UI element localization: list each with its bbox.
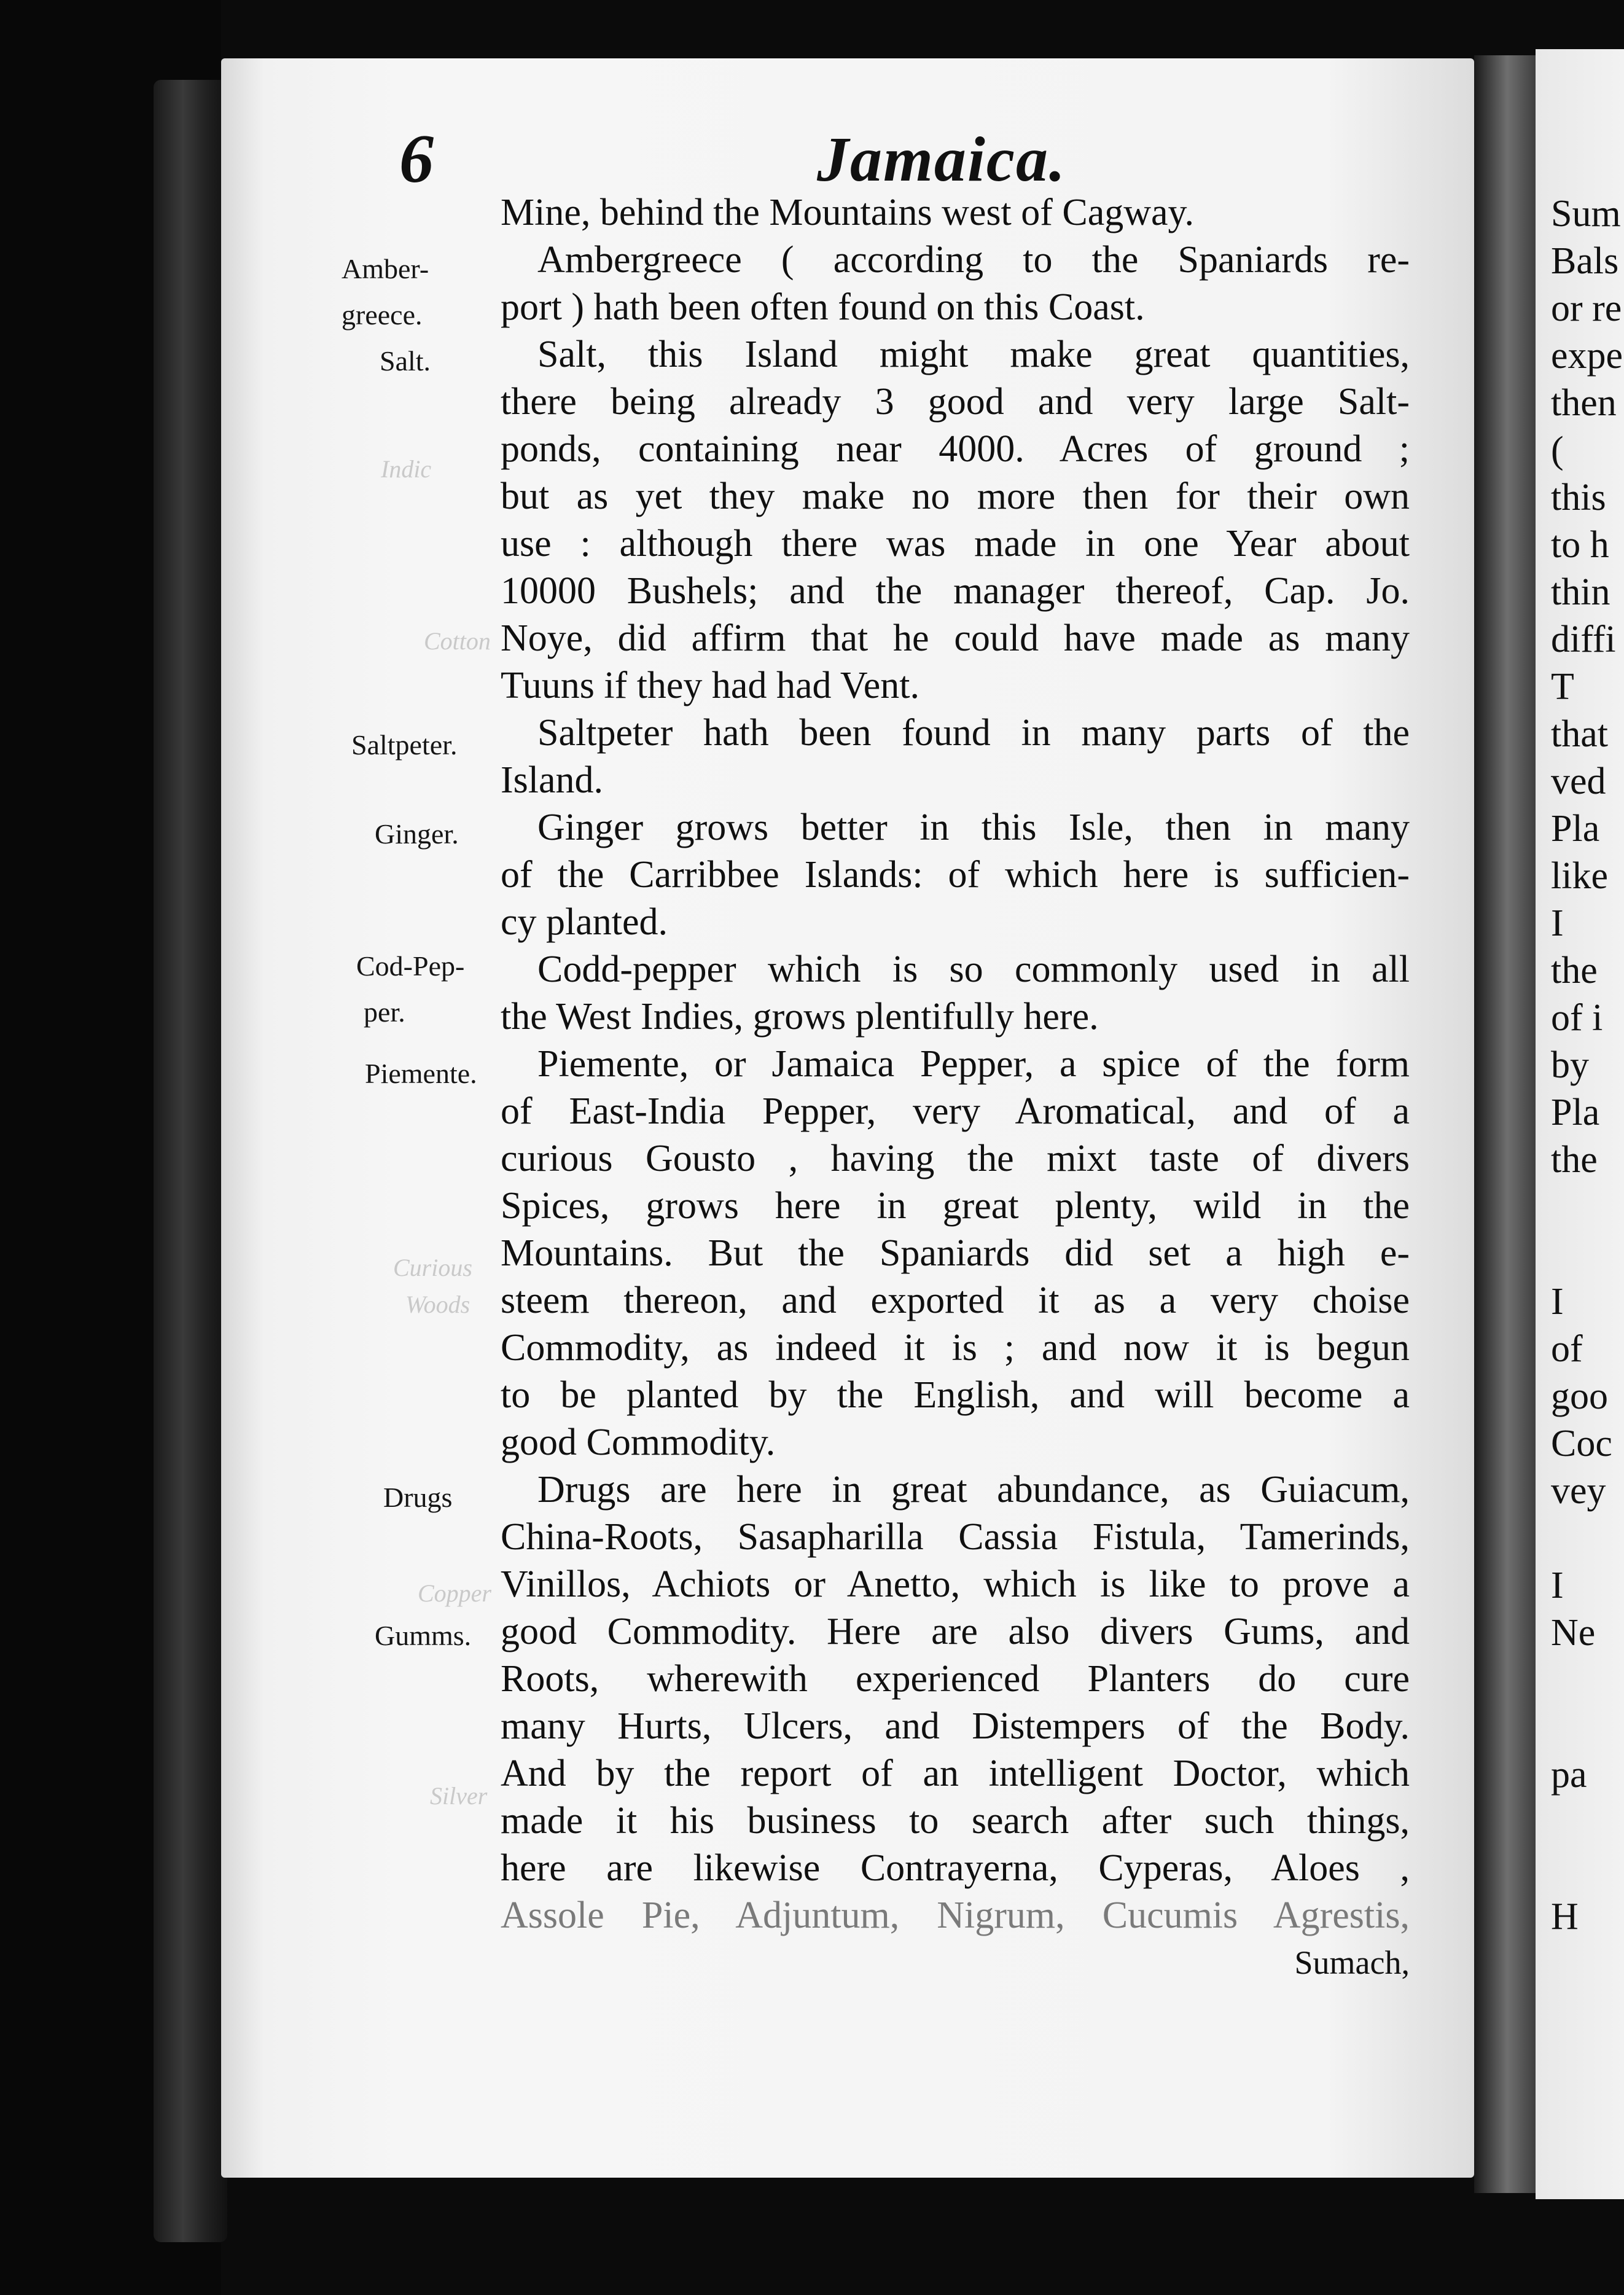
right-page-fragment: I <box>1551 1281 1564 1323</box>
page-number: 6 <box>399 121 434 197</box>
right-page-fragment: of <box>1551 1328 1583 1370</box>
show-through-text: Cotton <box>424 627 491 655</box>
text-line: Ginger grows better in this Isle, then in many <box>537 807 1410 848</box>
right-page-fragment: like <box>1551 855 1608 897</box>
text-line: port ) hath been often found on this Coast. <box>501 286 1145 328</box>
text-line: Saltpeter hath been found in many parts of the <box>537 712 1410 754</box>
text-line: to be planted by the English, and will become a <box>501 1374 1410 1416</box>
show-through-text: Indic <box>381 455 432 483</box>
right-page-fragment: Pla <box>1551 1092 1600 1133</box>
right-page-fragment: or re <box>1551 287 1622 329</box>
margin-note-salt: Salt. <box>380 345 431 377</box>
text-line: Drugs are here in great abundance, as Guiacum, <box>537 1469 1410 1511</box>
right-page-fragment: this <box>1551 477 1606 518</box>
right-page-fragment <box>1551 1657 1624 1704</box>
text-line: Sumach, <box>1294 1944 1410 1981</box>
margin-note-drugs: Drugs <box>383 1482 453 1513</box>
right-page-fragment <box>1551 1846 1624 1893</box>
text-line: Spices, grows here in great plenty, wild in the <box>501 1185 1410 1227</box>
text-line: Roots, wherewith experienced Planters do cure <box>501 1658 1410 1700</box>
text-line: of East-India Pepper, very Aromatical, and of a <box>501 1090 1410 1132</box>
right-page-fragment: by <box>1551 1044 1589 1086</box>
show-through-text: Copper <box>418 1579 491 1607</box>
margin-notes <box>0 0 504 2295</box>
right-page-fragment <box>1551 1799 1624 1846</box>
right-page-fragment: Coc <box>1551 1423 1612 1464</box>
text-line: there being already 3 good and very large Salt- <box>501 381 1410 423</box>
right-page-fragment: then <box>1551 382 1617 424</box>
text-line: cy planted. <box>501 901 668 943</box>
show-through-text: Woods <box>405 1291 470 1318</box>
text-line: Salt, this Island might make great quantities, <box>537 334 1410 375</box>
margin-note-saltpeter: Saltpeter. <box>351 729 458 760</box>
text-line: good Commodity. <box>501 1421 776 1463</box>
right-page-fragment: expe <box>1551 335 1623 377</box>
margin-note-ambergreece-2: greece. <box>342 299 423 330</box>
text-line: China-Roots, Sasapharilla Cassia Fistula, Tamerinds, <box>501 1516 1410 1558</box>
margin-note-gumms: Gumms. <box>375 1620 472 1651</box>
show-through-text: Curious <box>393 1254 472 1281</box>
show-through-text: Silver <box>430 1782 488 1810</box>
body-text <box>501 189 1410 1987</box>
right-page-fragment: ( <box>1551 429 1564 471</box>
text-line: Codd-pepper which is so commonly used in all <box>537 948 1410 990</box>
right-page-fragment: goo <box>1551 1375 1608 1417</box>
margin-note-cod-pepper: Cod-Pep- <box>356 950 465 982</box>
right-page-text-fragments <box>1551 190 1624 1941</box>
right-page-fragment <box>1551 1231 1624 1278</box>
right-page-fragment: that <box>1551 713 1608 755</box>
right-page-fragment: I <box>1551 1565 1564 1606</box>
text-line: made it his business to search after such things, <box>501 1800 1410 1842</box>
text-line: Mountains. But the Spaniards did set a high e- <box>501 1232 1410 1274</box>
text-line: Ambergreece ( according to the Spaniards re- <box>537 239 1410 281</box>
right-page-fragment: of i <box>1551 997 1603 1039</box>
right-page-fragment: ved <box>1551 760 1606 802</box>
text-line: steem thereon, and exported it as a very choise <box>501 1280 1410 1321</box>
text-line: Mine, behind the Mountains west of Cagway. <box>501 192 1195 233</box>
right-page-fragment: Bals <box>1551 240 1619 282</box>
right-page-fragment: to h <box>1551 524 1609 566</box>
text-line: the West Indies, grows plentifully here. <box>501 996 1099 1038</box>
text-line: use : although there was made in one Year about <box>501 523 1410 565</box>
right-page-fragment: Pla <box>1551 808 1600 850</box>
right-page-fragment: vey <box>1551 1470 1606 1512</box>
text-line: Tuuns if they had had Vent. <box>501 665 919 706</box>
right-page-fragment: I <box>1551 902 1564 944</box>
text-line: ponds, containing near 4000. Acres of ground ; <box>501 428 1410 470</box>
right-page-fragment: diffi <box>1551 619 1616 660</box>
right-page-fragment: the <box>1551 1139 1598 1181</box>
right-page-fragment: Sum <box>1551 193 1621 235</box>
text-line: Assole Pie, Adjuntum, Nigrum, Cucumis Agrestis, <box>501 1894 1410 1936</box>
margin-note-ginger: Ginger. <box>375 818 459 850</box>
right-page-fragment: pa <box>1551 1754 1587 1796</box>
text-line: Piemente, or Jamaica Pepper, a spice of the form <box>537 1043 1410 1085</box>
right-page-fragment <box>1551 1704 1624 1751</box>
right-page-fragment <box>1551 1515 1624 1562</box>
running-title: Jamaica. <box>817 124 1066 195</box>
text-line: curious Gousto , having the mixt taste of divers <box>501 1138 1410 1179</box>
right-page-fragment: thin <box>1551 571 1610 613</box>
text-line: of the Carribbee Islands: of which here is sufficien- <box>501 854 1410 896</box>
text-line: And by the report of an intelligent Doctor, which <box>501 1753 1410 1794</box>
right-page-fragment <box>1551 1184 1624 1231</box>
text-line: Commodity, as indeed it is ; and now it is begun <box>501 1327 1410 1369</box>
right-page-fragment: T <box>1551 666 1574 708</box>
text-line: Island. <box>501 759 604 801</box>
right-page-fragment: H <box>1551 1896 1579 1937</box>
margin-note-piemente: Piemente. <box>365 1058 477 1089</box>
margin-note-cod-pepper-2: per. <box>364 996 405 1028</box>
text-line: good Commodity. Here are also divers Gums, and <box>501 1611 1410 1652</box>
right-page-fragment: Ne <box>1551 1612 1596 1654</box>
text-line: but as yet they make no more then for their own <box>501 475 1410 517</box>
right-page-fragment: the <box>1551 950 1598 991</box>
text-line: many Hurts, Ulcers, and Distempers of the Body. <box>501 1705 1410 1747</box>
text-line: here are likewise Contrayerna, Cyperas, Aloes , <box>501 1847 1410 1889</box>
margin-note-ambergreece: Amber- <box>342 253 429 284</box>
text-line: 10000 Bushels; and the manager thereof, Cap. Jo. <box>501 570 1410 612</box>
text-line: Vinillos, Achiots or Anetto, which is like to prove a <box>501 1563 1410 1605</box>
text-line: Noye, did affirm that he could have made as many <box>501 617 1410 659</box>
